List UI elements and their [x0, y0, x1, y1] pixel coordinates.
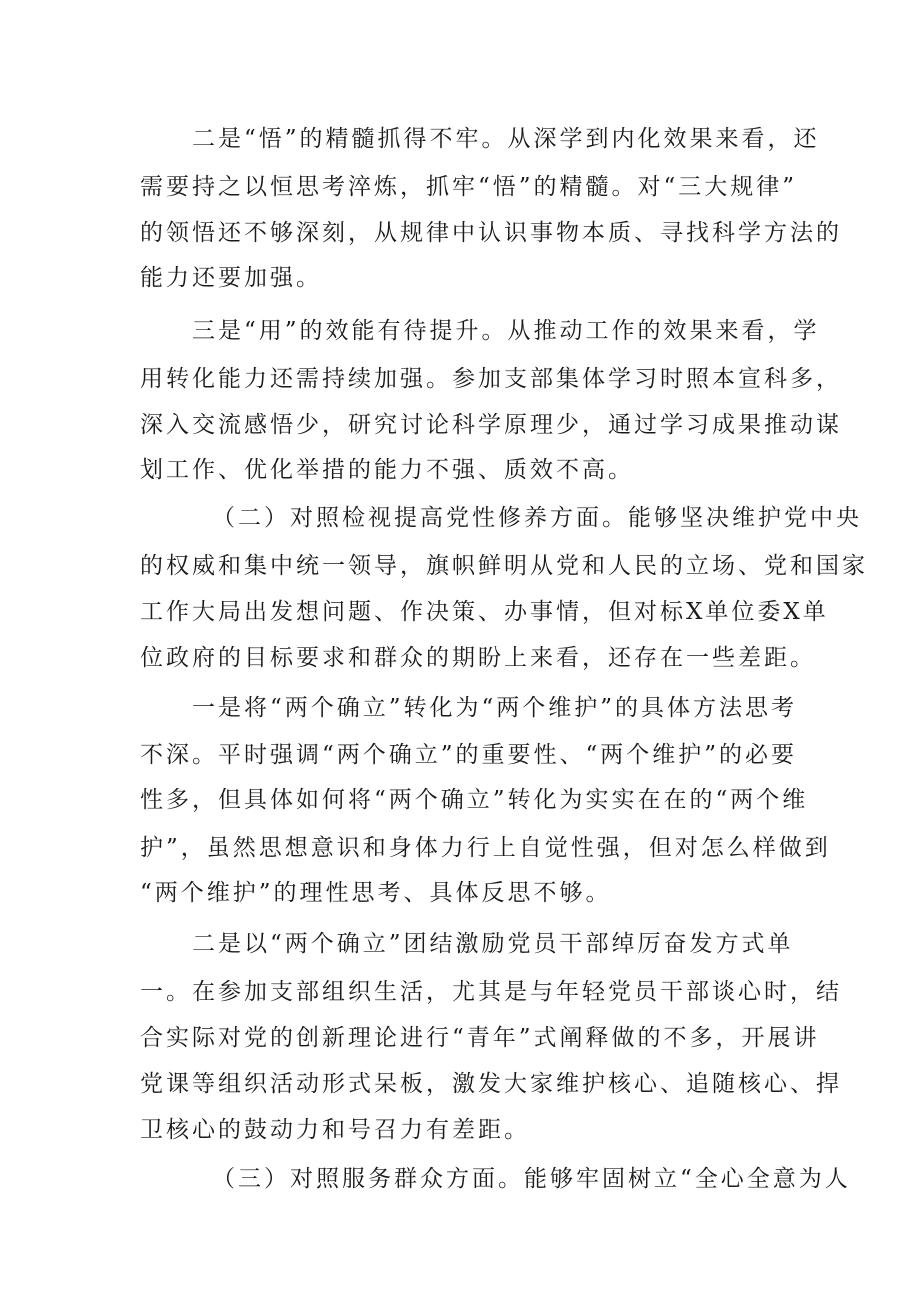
- section-2-line-4: 位政府的目标要求和群众的期盼上来看，还存在一些差距。: [140, 645, 816, 671]
- para-4-line-3: 合实际对党的创新理论进行“青年”式阐释做的不多，开展讲: [140, 1025, 820, 1051]
- section-2-heading-line-1: （二）对照检视提高党性修养方面。能够坚决维护党中央: [212, 505, 862, 531]
- para-2-line-2: 用转化能力还需持续加强。参加支部集体学习时照本宣科多，: [140, 366, 842, 392]
- para-1-line-4: 能力还要加强。: [140, 265, 322, 291]
- para-1-line-1: 二是“悟”的精髓抓得不牢。从深学到内化效果来看，还: [192, 126, 820, 152]
- section-3-heading-line-1: （三）对照服务群众方面。能够牢固树立“全心全意为人: [212, 1166, 851, 1192]
- para-2-line-3: 深入交流感悟少，研究讨论科学原理少，通过学习成果推动谋: [140, 412, 842, 438]
- para-1-line-3: 的领悟还不够深刻，从规律中认识事物本质、寻找科学方法的: [140, 220, 842, 246]
- para-1-line-2: 需要持之以恒思考淬炼，抓牢“悟”的精髓。对“三大规律”: [140, 174, 798, 200]
- para-3-line-2: 不深。平时强调“两个确立”的重要性、“两个维护”的必要: [140, 742, 798, 768]
- para-3-line-5: “两个维护”的理性思考、具体反思不够。: [140, 880, 612, 906]
- para-4-line-5: 卫核心的鼓动力和号召力有差距。: [140, 1117, 530, 1143]
- section-2-line-3: 工作大局出发想问题、作决策、办事情，但对标X单位委X单: [140, 599, 829, 625]
- para-4-line-2: 一。在参加支部组织生活，尤其是与年轻党员干部谈心时，结: [140, 979, 842, 1005]
- para-4-line-4: 党课等组织活动形式呆板，激发大家维护核心、追随核心、捍: [140, 1071, 842, 1097]
- para-2-line-1: 三是“用”的效能有待提升。从推动工作的效果来看，学: [192, 318, 820, 344]
- para-3-line-4: 护”，虽然思想意识和身体力行上自觉性强，但对怎么样做到: [140, 835, 831, 861]
- para-2-line-4: 划工作、优化举措的能力不强、质效不高。: [140, 457, 634, 483]
- section-2-line-2: 的权威和集中统一领导，旗帜鲜明从党和人民的立场、党和国家: [140, 553, 868, 579]
- para-3-line-1: 一是将“两个确立”转化为“两个维护”的具体方法思考: [192, 695, 798, 721]
- para-4-line-1: 二是以“两个确立”团结激励党员干部绰厉奋发方式单: [192, 931, 794, 957]
- para-3-line-3: 性多，但具体如何将“两个确立”转化为实实在在的“两个维: [140, 787, 809, 813]
